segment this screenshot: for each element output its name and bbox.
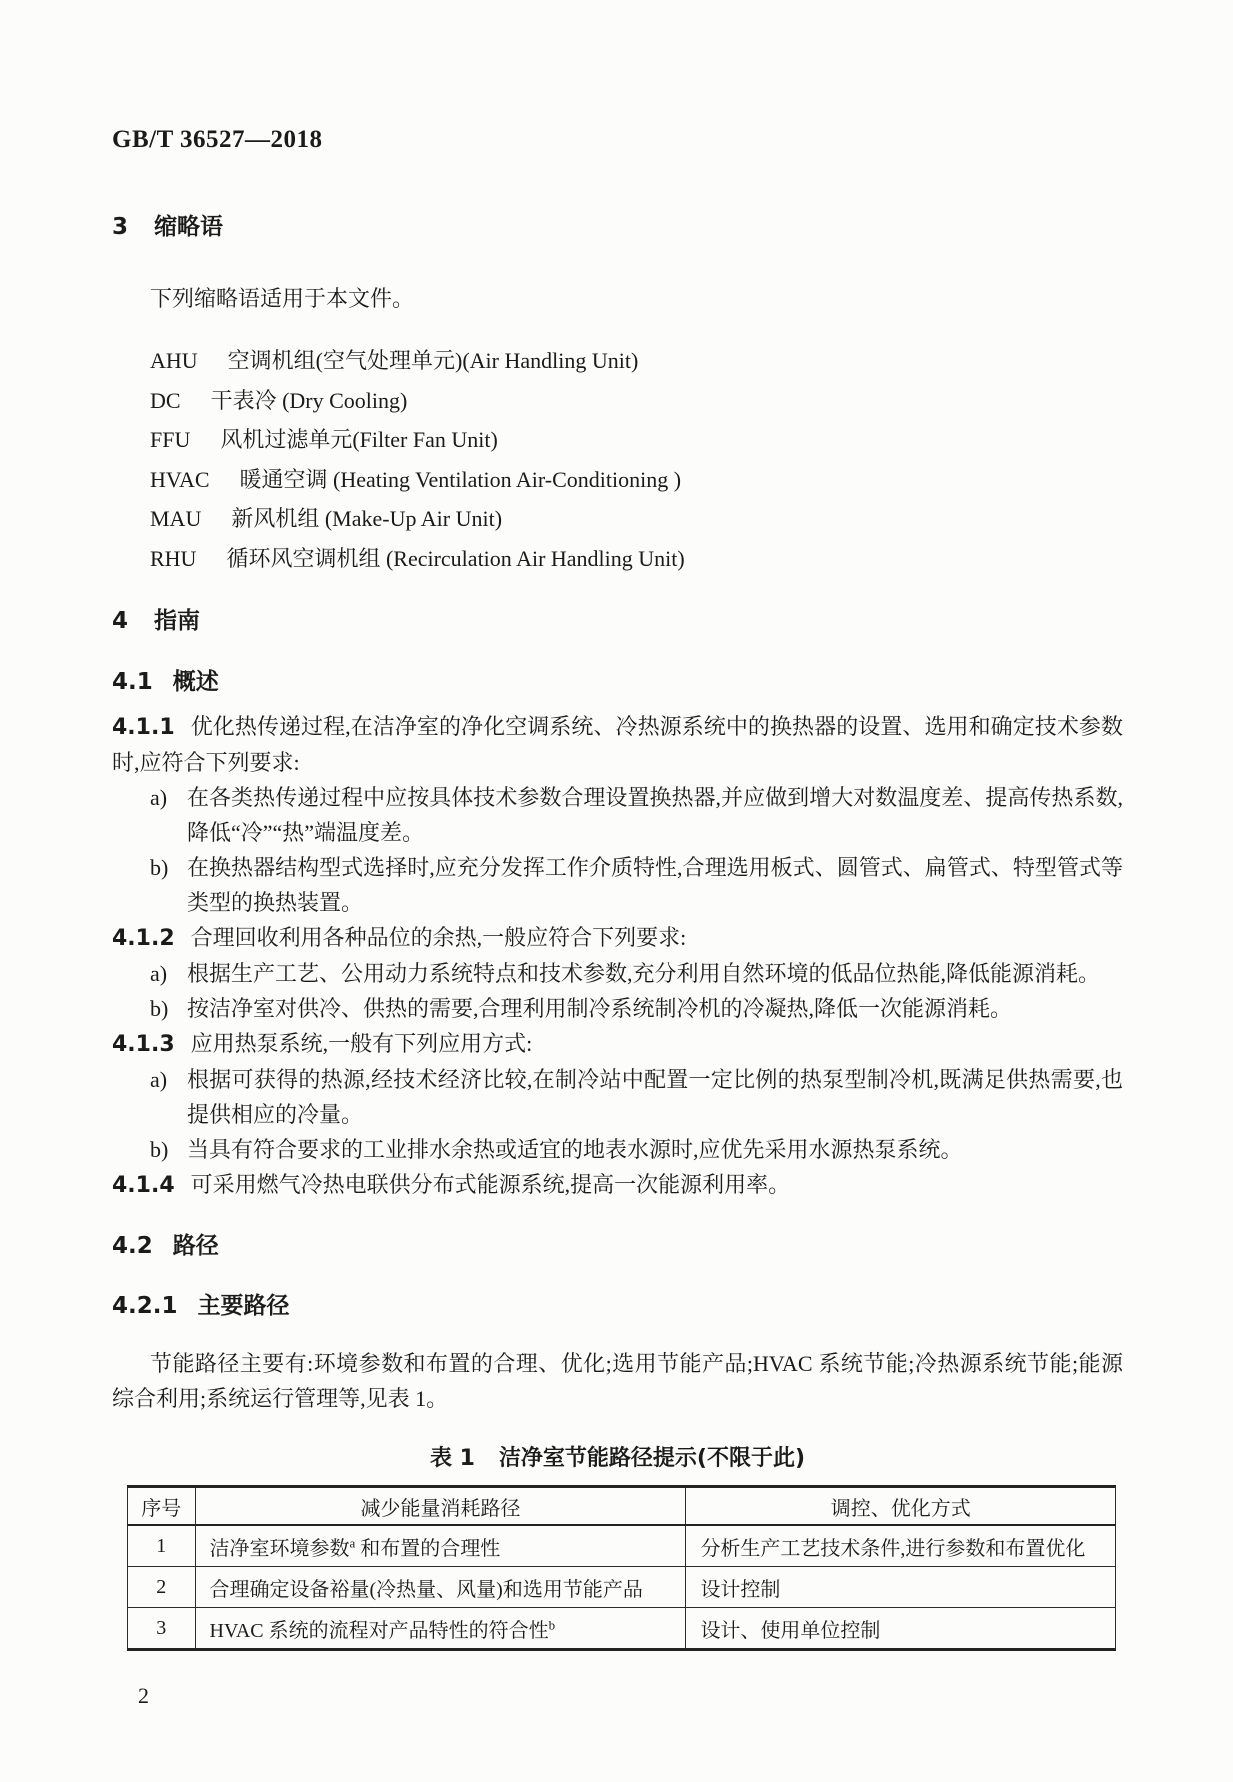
table-row (128, 1608, 1116, 1650)
cell-method: 设计、使用单位控制 (686, 1608, 1116, 1650)
clause-4-1-1-item-b (112, 850, 1123, 920)
clause-4-1-1 (112, 709, 1123, 780)
section-3-number: 3 (112, 214, 129, 240)
cell-method: 设计控制 (686, 1567, 1116, 1608)
cell-no: 2 (128, 1567, 196, 1608)
abbreviations-intro: 下列缩略语适用于本文件。 (150, 286, 415, 311)
table-1-caption: 洁净室节能路径提示(不限于此) (498, 1446, 806, 1471)
abbr-item-hvac (112, 460, 1123, 500)
cell-path-text: 合理确定设备裕量(冷热量、风量)和选用节能产品 (209, 1578, 643, 1601)
abbr-definition: 干表冷 (Dry Cooling) (210, 387, 408, 413)
cell-path-text: 和布置的合理性 (355, 1537, 501, 1560)
paragraph-energy-saving-paths: 节能路径主要有:环境参数和布置的合理、优化;选用节能产品;HVAC 系统节能;冷热源系统节能;能源综合利用;系统运行管理等,见表 1。 (112, 1351, 1123, 1411)
clause-4-1-1-item-a (112, 780, 1123, 850)
clause-4-1-2-item-b (112, 991, 1123, 1026)
abbr-definition: 暖通空调 (Heating Ventilation Air-Conditioning ) (239, 466, 682, 492)
item-text: 根据生产工艺、公用动力系统特点和技术参数,充分利用自然环境的低品位热能,降低能源消耗。 (187, 961, 1101, 986)
abbr-definition: 循环风空调机组 (Recirculation Air Handling Unit) (226, 545, 685, 571)
item-label: b) (150, 855, 169, 880)
clause-4-1-2-item-a (112, 956, 1123, 991)
abbr-code: MAU (150, 506, 202, 531)
column-header-path: 减少能量消耗路径 (195, 1487, 686, 1526)
section-4-2-1-title: 主要路径 (197, 1293, 290, 1319)
cell-path (195, 1567, 686, 1608)
item-label: b) (150, 996, 169, 1021)
section-4-2-title: 路径 (172, 1233, 219, 1259)
section-4-2-heading (112, 1227, 1123, 1260)
cell-path-text: 洁净室环境参数 (209, 1537, 350, 1560)
clause-text: 应用热泵系统,一般有下列应用方式: (190, 1031, 533, 1056)
item-label: a) (150, 961, 168, 986)
abbr-item-dc (112, 381, 1123, 421)
abbr-item-mau (112, 499, 1123, 539)
abbr-item-rhu (112, 539, 1123, 579)
clause-4-1-2 (112, 920, 1123, 956)
cell-no: 3 (128, 1608, 196, 1650)
section-4-2-number: 4.2 (112, 1233, 153, 1259)
section-4-1-number: 4.1 (112, 669, 153, 695)
clause-number: 4.1.3 (112, 1032, 175, 1057)
abbr-code: RHU (150, 545, 197, 571)
abbr-definition: 风机过滤单元(Filter Fan Unit) (220, 427, 498, 452)
item-label: a) (150, 785, 168, 810)
item-label: a) (150, 1067, 168, 1092)
section-4-1-body (112, 709, 1123, 1203)
clause-text: 合理回收利用各种品位的余热,一般应符合下列要求: (190, 925, 687, 950)
abbr-item-ffu (112, 420, 1123, 460)
section-4-2-1-heading (112, 1287, 1123, 1320)
section-4-1-title: 概述 (172, 669, 219, 695)
clause-text: 优化热传递过程,在洁净室的净化空调系统、冷热源系统中的换热器的设置、选用和确定技术参数时,应符合下列要求: (112, 714, 1123, 775)
item-text: 在各类热传递过程中应按具体技术参数合理设置换热器,并应做到增大对数温度差、提高传热系数,降低“冷”“热”端温度差。 (187, 785, 1123, 845)
table-1 (127, 1485, 1116, 1651)
cell-path (195, 1525, 686, 1567)
clause-number: 4.1.4 (112, 1173, 175, 1198)
abbr-item-ahu (112, 341, 1123, 381)
cell-path-text: HVAC 系统的流程对产品特性的符合性 (209, 1619, 549, 1642)
cell-no: 1 (128, 1525, 196, 1567)
section-3-title: 缩略语 (154, 214, 224, 240)
standard-doc-number: GB/T 36527—2018 (112, 126, 323, 153)
clause-4-1-3-item-a (112, 1062, 1123, 1132)
abbreviation-list (112, 341, 1123, 578)
section-3-heading (112, 208, 1123, 241)
column-header-method: 调控、优化方式 (686, 1487, 1116, 1526)
abbr-code: HVAC (150, 466, 210, 492)
item-label: b) (150, 1137, 169, 1162)
section-4-heading (112, 602, 1123, 635)
item-text: 根据可获得的热源,经技术经济比较,在制冷站中配置一定比例的热泵型制冷机,既满足供热需要,也提供相应的冷量。 (187, 1067, 1123, 1127)
abbr-definition: 新风机组 (Make-Up Air Unit) (231, 506, 503, 531)
section-4-2-1-number: 4.2.1 (112, 1293, 178, 1319)
item-text: 在换热器结构型式选择时,应充分发挥工作介质特性,合理选用板式、圆管式、扁管式、特型管式等类型的换热装置。 (187, 855, 1123, 915)
table-1-title (112, 1441, 1123, 1472)
item-text: 当具有符合要求的工业排水余热或适宜的地表水源时,应优先采用水源热泵系统。 (187, 1137, 963, 1162)
clause-4-1-3-item-b (112, 1132, 1123, 1167)
abbr-definition: 空调机组(空气处理单元)(Air Handling Unit) (227, 348, 639, 373)
table-header-row (128, 1487, 1116, 1526)
clause-4-1-4 (112, 1167, 1123, 1203)
clause-number: 4.1.2 (112, 926, 175, 951)
footnote-ref-b: b (548, 1616, 556, 1632)
item-text: 按洁净室对供冷、供热的需要,合理利用制冷系统制冷机的冷凝热,降低一次能源消耗。 (187, 996, 1013, 1021)
clause-4-1-3 (112, 1026, 1123, 1062)
abbr-code: FFU (150, 427, 191, 452)
cell-method: 分析生产工艺技术条件,进行参数和布置优化 (686, 1525, 1116, 1567)
table-row (128, 1525, 1116, 1567)
section-4-number: 4 (112, 608, 129, 634)
table-1-header (128, 1487, 1116, 1526)
clause-text: 可采用燃气冷热电联供分布式能源系统,提高一次能源利用率。 (190, 1172, 791, 1197)
abbr-code: AHU (150, 348, 198, 373)
footnote-ref-a: a (349, 1534, 356, 1550)
table-row (128, 1567, 1116, 1608)
column-header-no: 序号 (128, 1487, 196, 1526)
table-1-body (128, 1525, 1116, 1650)
abbr-code: DC (150, 387, 181, 413)
section-4-title: 指南 (154, 608, 201, 634)
table-1-label: 表 1 (429, 1446, 475, 1471)
section-4-1-heading (112, 663, 1123, 696)
clause-number: 4.1.1 (112, 715, 175, 740)
cell-path (195, 1608, 686, 1650)
page-number: 2 (138, 1683, 149, 1708)
